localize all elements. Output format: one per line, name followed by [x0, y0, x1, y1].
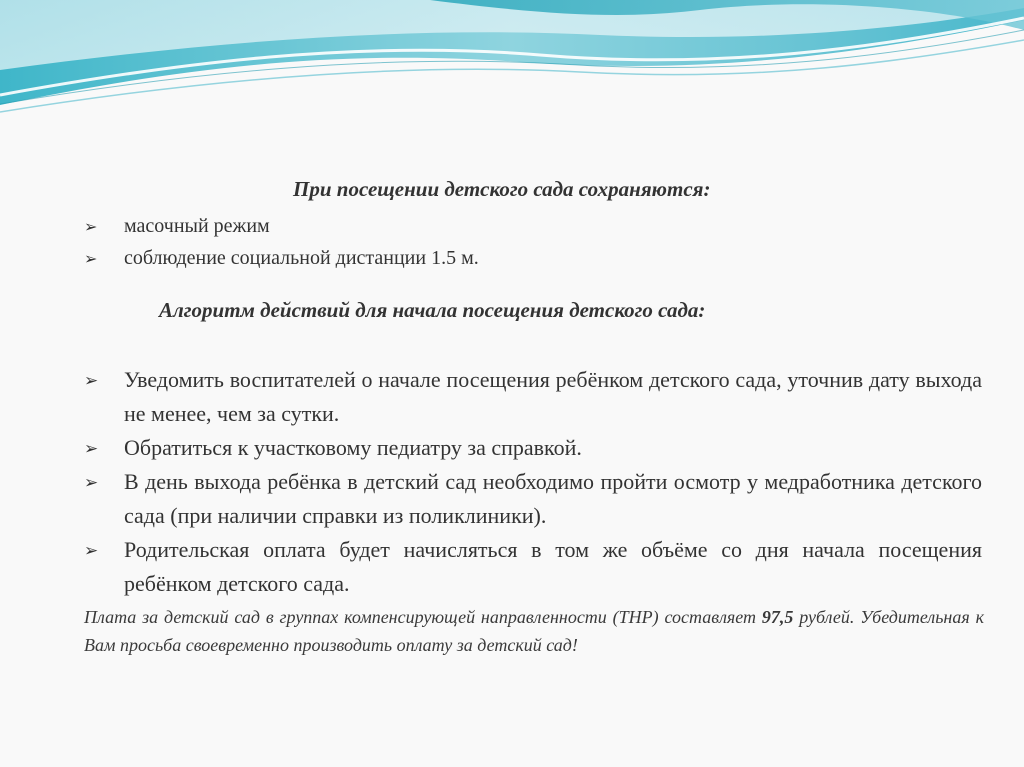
algorithm-steps-list: [84, 363, 982, 601]
list-item: [84, 465, 982, 533]
list-item: [84, 431, 982, 465]
section-heading-algorithm: Алгоритм действий для начала посещения детского сада:: [159, 298, 706, 322]
arrow-bullet-icon: ➢: [84, 217, 98, 236]
list-item-text: масочный режим: [124, 215, 270, 237]
payment-amount: 97,5: [761, 607, 794, 627]
payment-note-text-after: рублей. Убедительная к Вам просьба своевременно производить оплату за детский сад!: [84, 607, 984, 655]
list-item: [84, 210, 644, 242]
arrow-bullet-icon: ➢: [84, 439, 99, 459]
arrow-bullet-icon: ➢: [84, 371, 99, 391]
arrow-bullet-icon: ➢: [84, 541, 99, 561]
list-item-text: Родительская оплата будет начисляться в том же объёме со дня начала посещения ребёнком детского сада.: [124, 537, 982, 596]
payment-note-text-before: Плата за детский сад в группах компенсирующей направленности (ТНР) составляет: [84, 607, 762, 627]
arrow-bullet-icon: ➢: [84, 473, 99, 493]
payment-note: [84, 603, 984, 659]
list-item-text: Обратиться к участковому педиатру за справкой.: [124, 435, 582, 460]
list-item-text: В день выхода ребёнка в детский сад необходимо пройти осмотр у медработника детского сада (при наличии справки из поликлиники).: [124, 469, 982, 528]
list-item: [84, 242, 644, 274]
list-item: [84, 533, 982, 601]
list-item: [84, 363, 982, 431]
arrow-bullet-icon: ➢: [84, 249, 98, 268]
keep-rules-list: [84, 210, 644, 274]
list-item-text: соблюдение социальной дистанции 1.5 м.: [124, 247, 479, 269]
header-waves-decoration: [0, 0, 1024, 130]
section-heading-keep-rules: При посещении детского сада сохраняются:: [293, 177, 711, 201]
list-item-text: Уведомить воспитателей о начале посещения ребёнком детского сада, уточнив дату выхода не менее, чем за сутки.: [124, 367, 982, 426]
